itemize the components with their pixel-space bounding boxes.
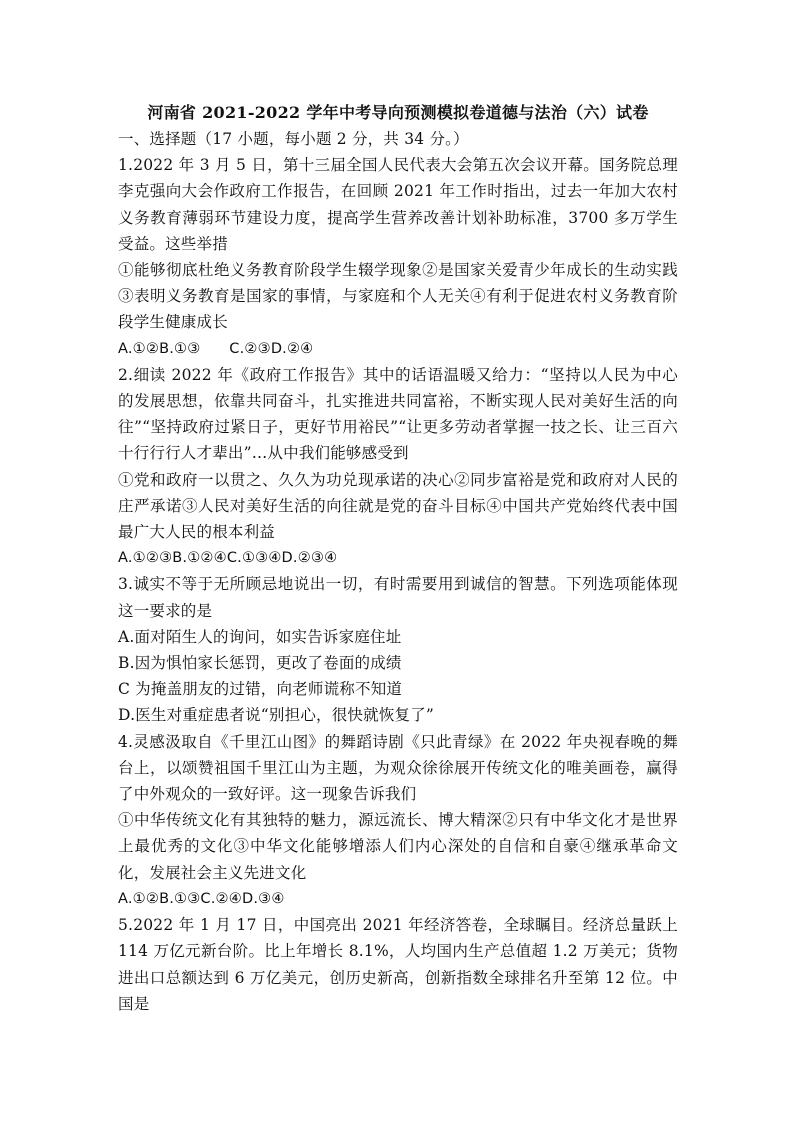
section-heading: 一、选择题（17 小题，每小题 2 分，共 34 分。） (118, 130, 469, 148)
question-3-stem: 3.诚实不等于无所顾忌地说出一切，有时需要用到诚信的智慧。下列选项能体现这一要求的是 (118, 575, 678, 620)
question-1 (118, 152, 678, 362)
question-2 (118, 362, 678, 572)
exam-content (118, 100, 678, 1017)
question-4 (118, 729, 678, 912)
question-5-stem: 5.2022 年 1 月 17 日，中国亮出 2021 年经济答卷，全球瞩目。经济总量跃上 114 万亿元新台阶。比上年增长 8.1%，人均国内生产总值超 1.2 万美元；货物进出口总额达到 6 万亿美元，创历史新高，创新指数全球排名升至第 12 位。中国是 (118, 916, 678, 1013)
question-3-choice-c: C 为掩盖朋友的过错，向老师谎称不知道 (118, 680, 403, 699)
question-1-stem: 1.2022 年 3 月 5 日，第十三届全国人民代表大会第五次会议开幕。国务院总理李克强向大会作政府工作报告，在回顾 2021 年工作时指出，过去一年加大农村义务教育薄弱环节建设力度，提高学生营养改善计划补助标准，3700 多万学生受益。这些举措 (118, 156, 678, 253)
question-4-options: A.①②B.①③C.②④D.③④ (118, 890, 285, 907)
question-3-choice-b: B.因为惧怕家长惩罚，更改了卷面的成绩 (118, 654, 402, 673)
exam-title: 河南省 2021-2022 学年中考导向预测模拟卷道德与法治（六）试卷 (147, 103, 649, 122)
question-3-choice-d: D.医生对重症患者说“别担心，很快就恢复了” (118, 706, 435, 725)
question-4-statements: ①中华传统文化有其独特的魅力，源远流长、博大精深②只有中华文化才是世界上最优秀的文化③中华文化能够增添人们内心深处的自信和自豪④继承革命文化，发展社会主义先进文化 (118, 811, 678, 882)
question-1-options: A.①②B.①③ C.②③D.②④ (118, 340, 314, 357)
question-2-stem: 2.细读 2022 年《政府工作报告》其中的话语温暖又给力：“坚持以人民为中心的发展思想，依靠共同奋斗，扎实推进共同富裕，不断实现人民对美好生活的向往”“坚持政府过紧日子，更好节用裕民”“让更多劳动者掌握一技之长、让三百六十行行行人才辈出”…从中我们能够感受到 (118, 365, 678, 463)
question-3-choice-a: A.面对陌生人的询问，如实告诉家庭住址 (118, 627, 402, 646)
question-5 (118, 912, 678, 1017)
question-2-options: A.①②③B.①②④C.①③④D.②③④ (118, 550, 338, 567)
question-2-statements: ①党和政府一以贯之、久久为功兑现承诺的决心②同步富裕是党和政府对人民的庄严承诺③人民对美好生活的向往就是党的奋斗目标④中国共产党始终代表中国最广大人民的根本利益 (118, 470, 678, 542)
question-3 (118, 571, 678, 728)
question-1-statements: ①能够彻底杜绝义务教育阶段学生辍学现象②是国家关爱青少年成长的生动实践③表明义务教育是国家的事情，与家庭和个人无关④有利于促进农村义务教育阶段学生健康成长 (118, 261, 678, 332)
question-4-stem: 4.灵感汲取自《千里江山图》的舞蹈诗剧《只此青绿》在 2022 年央视春晚的舞台上，以颂赞祖国千里江山为主题，为观众徐徐展开传统文化的唯美画卷，赢得了中外观众的一致好评。这一现象告诉我们 (118, 732, 678, 804)
